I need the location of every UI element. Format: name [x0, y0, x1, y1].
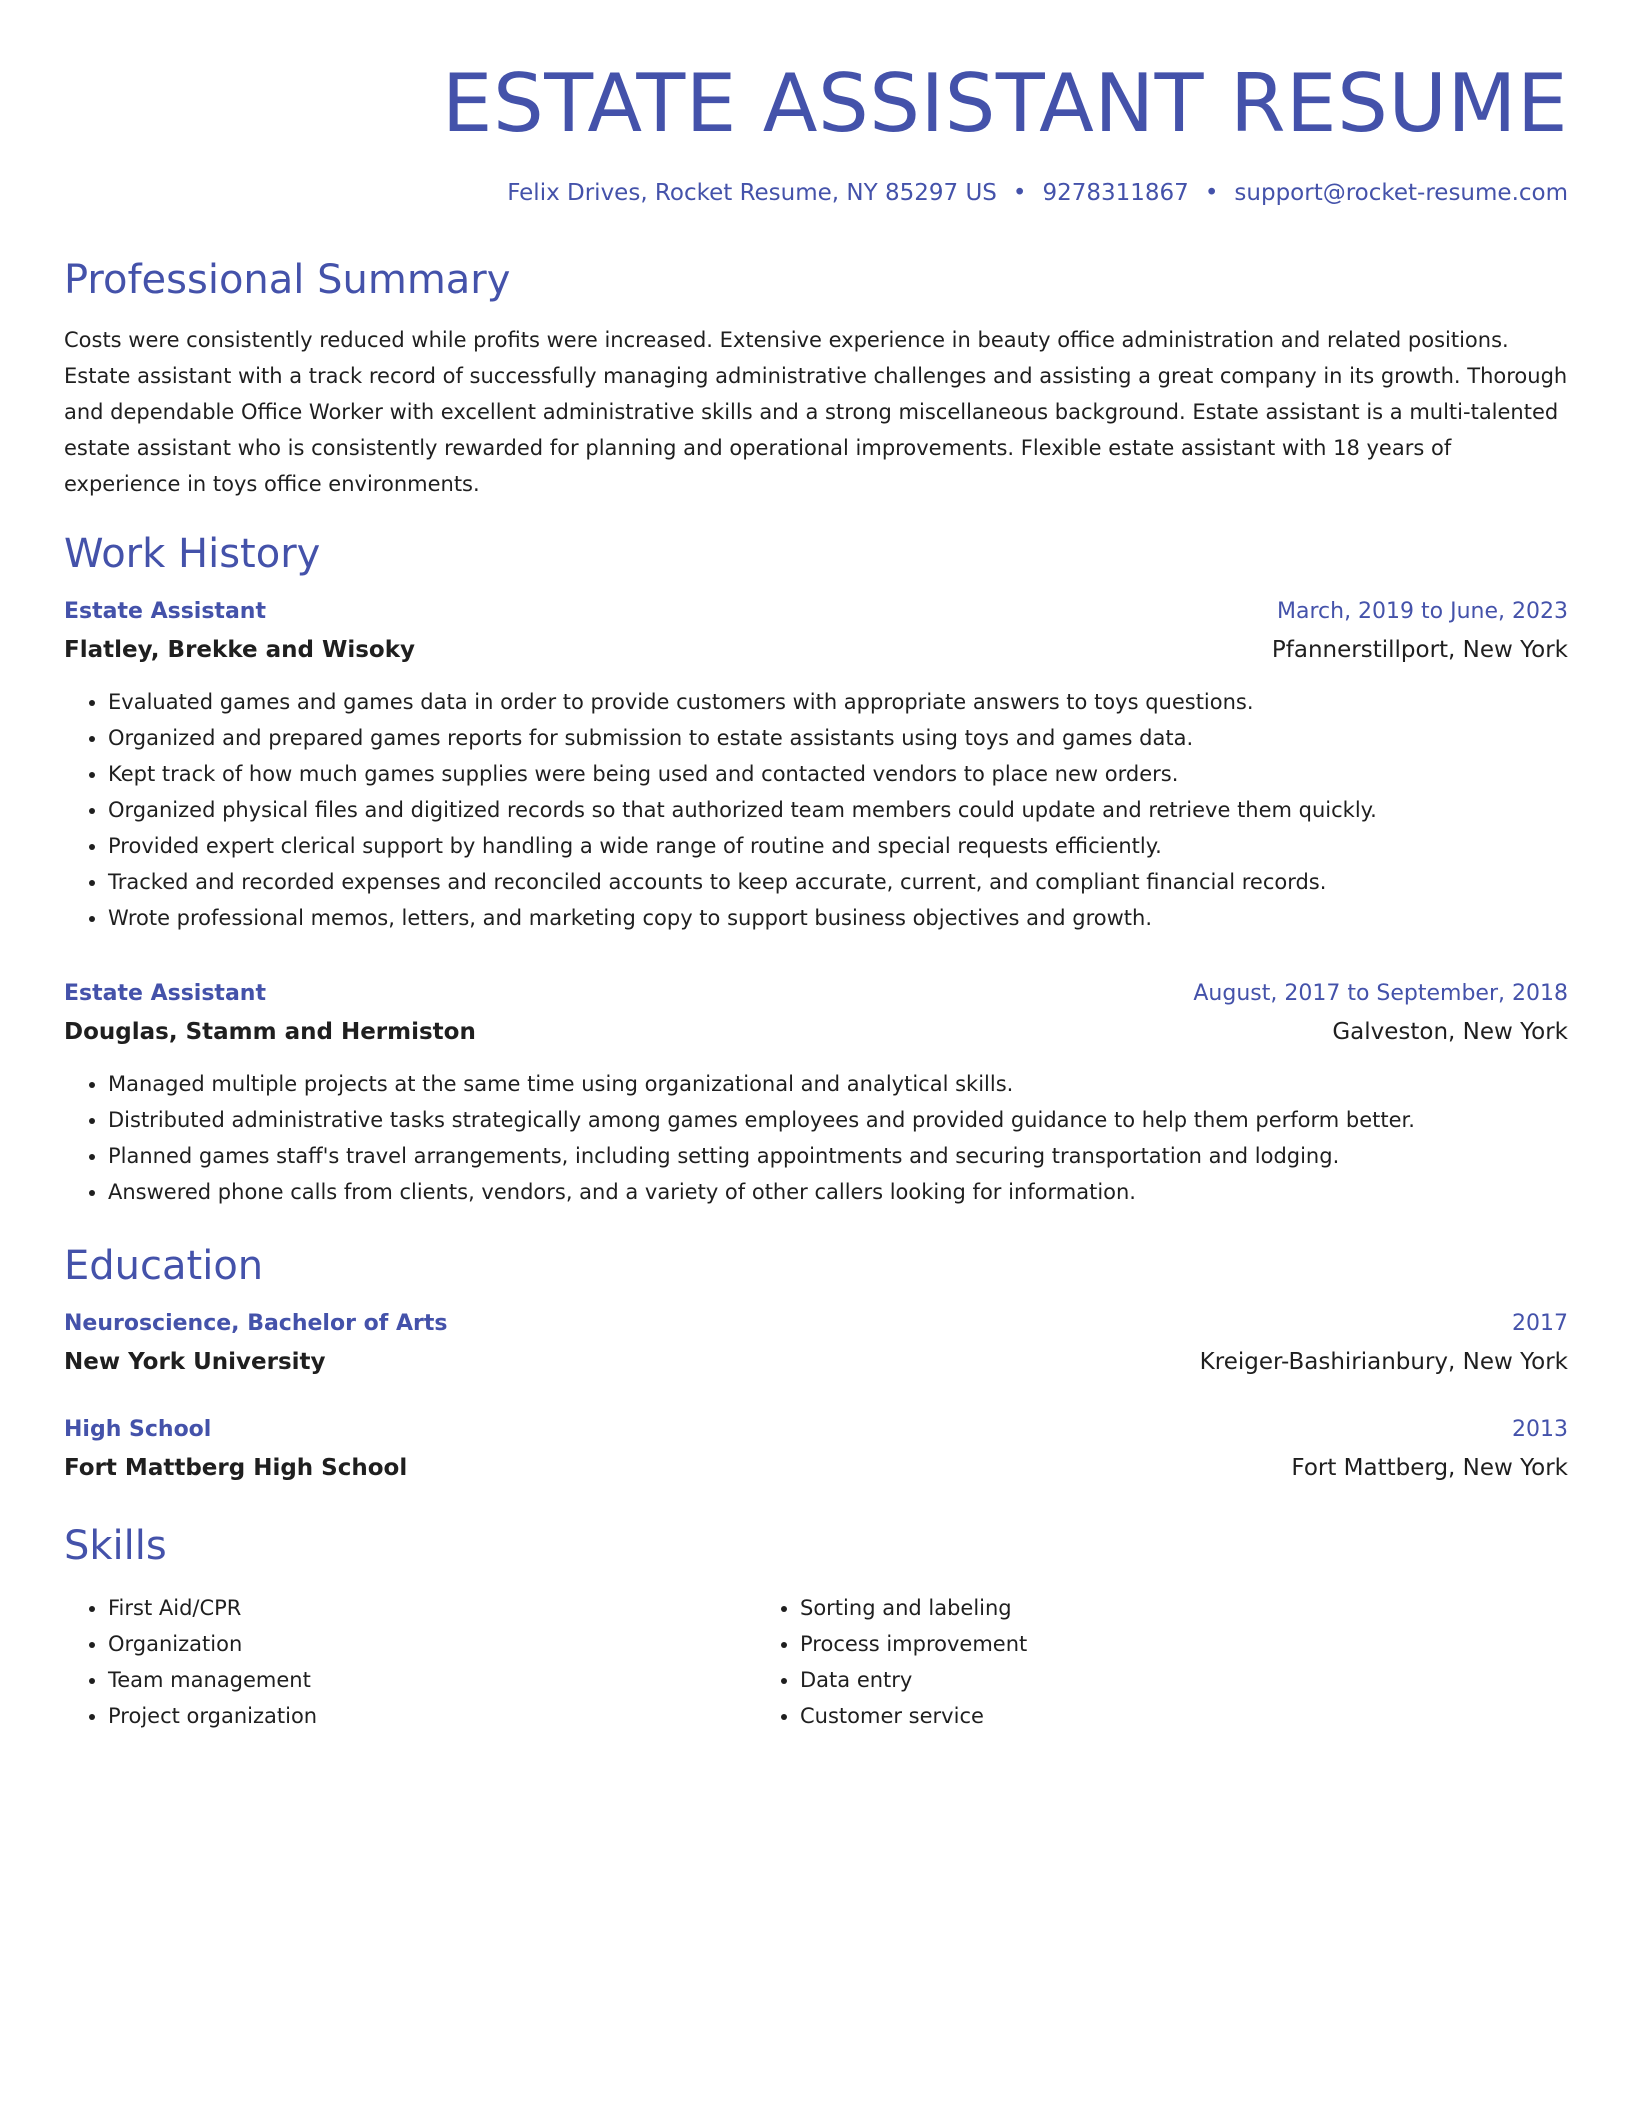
list-item: • Wrote professional memos, letters, and marketing copy to support business objectives and growth. [108, 900, 1568, 936]
job-title-row [64, 594, 1568, 630]
resume-title: ESTATE ASSISTANT RESUME [441, 57, 1568, 150]
skills-columns [64, 1590, 1568, 1734]
job-entry [64, 594, 1568, 936]
job-entry [64, 976, 1568, 1210]
skill-item: • First Aid/CPR [108, 1590, 756, 1626]
list-item: • Tracked and recorded expenses and reconciled accounts to keep accurate, current, and compliant financial records. [108, 864, 1568, 900]
education-school: Fort Mattberg High School [64, 1455, 408, 1481]
list-item: • Answered phone calls from clients, vendors, and a variety of other callers looking for information. [108, 1174, 1568, 1210]
skill-item: • Data entry [800, 1662, 1456, 1698]
education-school-row [64, 1342, 1568, 1382]
list-item: • Organized and prepared games reports for submission to estate assistants using toys and games data. [108, 720, 1568, 756]
list-item: • Kept track of how much games supplies were being used and contacted vendors to place new orders. [108, 756, 1568, 792]
contact-separator: • [1012, 180, 1027, 206]
education-degree: High School [64, 1417, 212, 1442]
education-year: 2013 [1512, 1417, 1568, 1442]
education-heading: Education [64, 1243, 264, 1289]
education-degree: Neuroscience, Bachelor of Arts [64, 1311, 448, 1336]
education-location: Kreiger-Bashirianbury, New York [1199, 1349, 1568, 1375]
resume-header [64, 56, 1568, 208]
education-school-row [64, 1448, 1568, 1488]
education-location: Fort Mattberg, New York [1291, 1455, 1568, 1481]
job-role: Estate Assistant [64, 981, 266, 1006]
education-degree-row [64, 1306, 1568, 1342]
list-item: • Evaluated games and games data in order to provide customers with appropriate answers to toys questions. [108, 684, 1568, 720]
education-entry [64, 1412, 1568, 1488]
list-item: • Managed multiple projects at the same time using organizational and analytical skills. [108, 1066, 1568, 1102]
education-degree-row [64, 1412, 1568, 1448]
contact-email: support@rocket-resume.com [1234, 180, 1568, 206]
skill-item: • Team management [108, 1662, 756, 1698]
contact-line [64, 178, 1568, 208]
job-title-row [64, 976, 1568, 1012]
job-location: Galveston, New York [1332, 1019, 1568, 1045]
job-dates: March, 2019 to June, 2023 [1277, 599, 1568, 624]
summary-text: Costs were consistently reduced while profits were increased. Extensive experience in beauty office administration and related positions. Estate assistant with a track record of successfully managing administrative challenges and assisting a great company in its growth. Thorough and dependable Office Worker with excellent administrative skills and a strong miscellaneous background. Estate assistant is a multi-talented estate assistant who is consistently rewarded for planning and operational improvements. Flexible estate assistant with 18 years of experience in toys office environments. [64, 328, 1568, 496]
skills-left-column [64, 1590, 756, 1734]
skill-item: • Organization [108, 1626, 756, 1662]
skill-item: • Process improvement [800, 1626, 1456, 1662]
contact-phone: 9278311867 [1042, 180, 1189, 206]
skill-item: • Sorting and labeling [800, 1590, 1456, 1626]
job-company: Flatley, Brekke and Wisoky [64, 637, 415, 663]
skills-heading: Skills [64, 1523, 167, 1569]
job-bullets [64, 1066, 1568, 1210]
list-item: • Provided expert clerical support by handling a wide range of routine and special requests efficiently. [108, 828, 1568, 864]
job-company: Douglas, Stamm and Hermiston [64, 1019, 476, 1045]
skill-item: • Customer service [800, 1698, 1456, 1734]
job-dates: August, 2017 to September, 2018 [1193, 981, 1568, 1006]
education-entry [64, 1306, 1568, 1382]
job-bullets [64, 684, 1568, 936]
education-school: New York University [64, 1349, 326, 1375]
job-company-row [64, 1012, 1568, 1052]
summary-heading: Professional Summary [64, 257, 511, 303]
job-company-row [64, 630, 1568, 670]
list-item: • Distributed administrative tasks strategically among games employees and provided guidance to help them perform better. [108, 1102, 1568, 1138]
contact-separator: • [1204, 180, 1219, 206]
job-role: Estate Assistant [64, 599, 266, 624]
job-location: Pfannerstillport, New York [1271, 637, 1568, 663]
education-year: 2017 [1512, 1311, 1568, 1336]
list-item: • Organized physical files and digitized records so that authorized team members could update and retrieve them quickly. [108, 792, 1568, 828]
skills-right-column [756, 1590, 1456, 1734]
skill-item: • Project organization [108, 1698, 756, 1734]
contact-address: Felix Drives, Rocket Resume, NY 85297 US [507, 180, 997, 206]
work-history-heading: Work History [64, 531, 321, 577]
list-item: • Planned games staff's travel arrangements, including setting appointments and securing transportation and lodging. [108, 1138, 1568, 1174]
